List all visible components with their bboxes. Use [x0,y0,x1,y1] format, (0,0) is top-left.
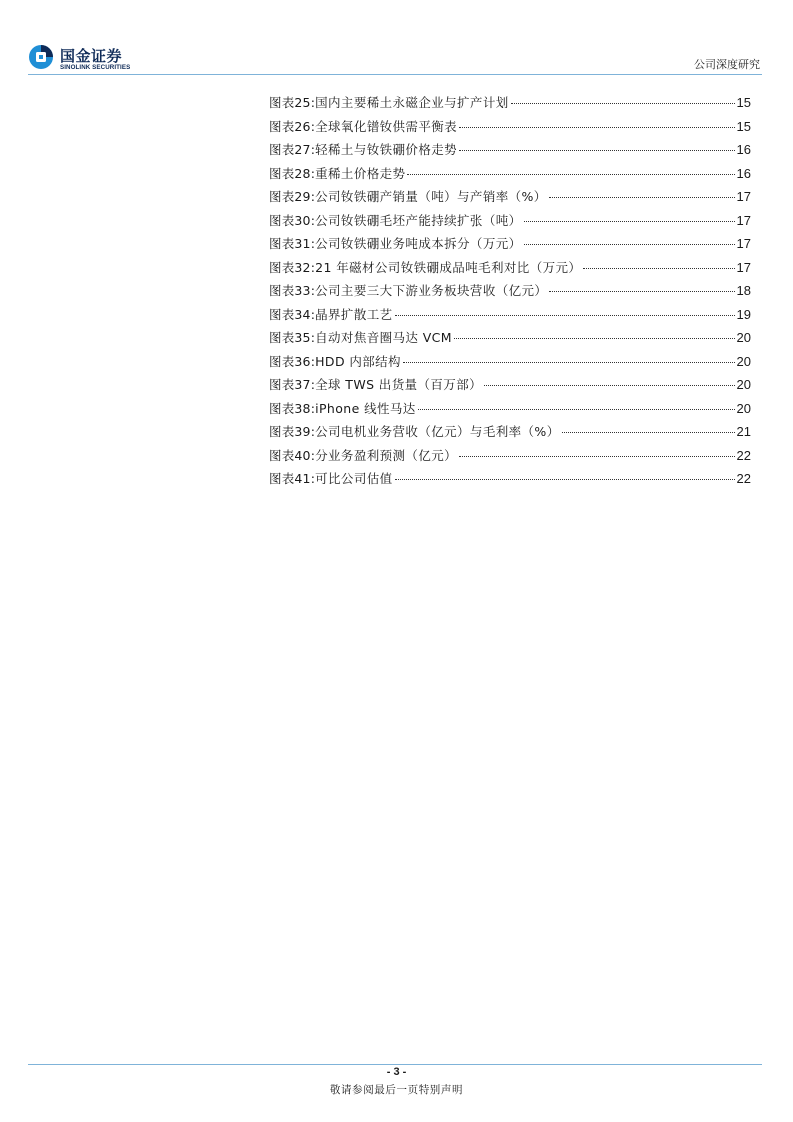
toc-entry[interactable] [269,234,751,258]
toc-entry[interactable] [269,211,751,235]
toc-entry[interactable] [269,117,751,141]
toc-entry-label: 图表32: [269,259,316,275]
toc-entry-title: 晶界扩散工艺 [315,306,393,322]
toc-entry-title: 公司主要三大下游业务板块营收（亿元） [315,283,548,298]
toc-dot-leader [459,456,735,457]
toc-entry-page: 17 [736,236,751,251]
toc-entry-title: 公司钕铁硼产销量（吨）与产销率（%） [315,189,547,204]
toc-dot-leader [459,127,735,128]
logo-english-name: SINOLINK SECURITIES [60,64,131,71]
toc-entry-title: 全球 TWS 出货量（百万部） [315,377,483,392]
toc-dot-leader [454,338,735,339]
toc-entry[interactable] [269,187,751,211]
toc-entry-label: 图表37: [269,377,316,392]
toc-entry-page: 19 [736,306,751,322]
toc-entry-page: 22 [736,447,751,463]
logo-chinese-name: 国金证券 [60,47,123,65]
sinolink-logo-icon [28,44,54,70]
toc-entry-label: 图表41: [269,471,316,486]
toc-entry-page: 16 [736,165,751,181]
toc-entry-page: 22 [736,471,751,486]
toc-entry-title: 自动对焦音圈马达 VCM [315,330,452,345]
toc-entry-page: 20 [736,400,751,416]
toc-dot-leader [549,291,734,292]
page-header [28,38,762,74]
toc-entry-page: 17 [736,212,751,228]
toc-dot-leader [583,268,734,269]
footer-divider [28,1064,762,1065]
toc-dot-leader [524,221,735,222]
toc-entry-title: HDD 内部结构 [315,353,401,369]
toc-entry-title: 重稀土价格走势 [315,165,406,181]
toc-entry[interactable] [269,140,751,164]
toc-entry-label: 图表36: [269,353,316,369]
toc-entry-label: 图表27: [269,142,316,157]
toc-dot-leader [418,409,735,410]
toc-entry-label: 图表39: [269,424,316,439]
toc-entry[interactable] [269,164,751,188]
toc-entry-page: 17 [736,259,751,275]
toc-dot-leader [511,103,735,104]
toc-entry-title: 公司钕铁硼毛坯产能持续扩张（吨） [315,212,522,228]
toc-entry-label: 图表29: [269,189,316,204]
toc-entry-title: 轻稀土与钕铁硼价格走势 [315,142,458,157]
toc-entry-label: 图表34: [269,306,316,322]
toc-entry-title: 全球氧化镨钕供需平衡表 [315,118,458,134]
toc-dot-leader [407,174,734,175]
toc-dot-leader [403,362,735,363]
toc-dot-leader [395,479,735,480]
toc-entry-title: iPhone 线性马达 [315,400,416,416]
toc-entry-title: 公司钕铁硼业务吨成本拆分（万元） [315,236,522,251]
page-number: - 3 - [386,1066,407,1078]
toc-entry-page: 18 [736,283,751,298]
toc-dot-leader [484,385,735,386]
toc-entry[interactable] [269,375,751,399]
sinolink-logo [28,44,168,74]
toc-entry[interactable] [269,469,751,493]
toc-entry[interactable] [269,305,751,329]
toc-entry-title: 可比公司估值 [315,471,393,486]
toc-entry-title: 国内主要稀土永磁企业与扩产计划 [315,95,509,110]
toc-entry-label: 图表30: [269,212,316,228]
toc-dot-leader [562,432,735,433]
toc-entry[interactable] [269,422,751,446]
toc-entry-page: 20 [736,353,751,369]
toc-entry-label: 图表35: [269,330,316,345]
toc-entry-page: 15 [736,118,751,134]
toc-dot-leader [549,197,735,198]
figure-index-list [269,93,751,493]
toc-entry[interactable] [269,352,751,376]
toc-entry-title: 21 年磁材公司钕铁硼成品吨毛利对比（万元） [315,259,582,275]
toc-entry[interactable] [269,446,751,470]
toc-dot-leader [524,244,735,245]
toc-entry[interactable] [269,399,751,423]
toc-entry[interactable] [269,328,751,352]
toc-entry-label: 图表33: [269,283,316,298]
toc-dot-leader [395,315,735,316]
toc-entry-label: 图表28: [269,165,316,181]
toc-entry-page: 17 [736,189,751,204]
toc-entry-title: 分业务盈利预测（亿元） [315,447,458,463]
toc-entry-label: 图表38: [269,400,316,416]
toc-dot-leader [459,150,735,151]
toc-entry-page: 20 [736,330,751,345]
header-divider [28,74,762,75]
toc-entry-label: 图表40: [269,447,316,463]
toc-entry[interactable] [269,281,751,305]
toc-entry-label: 图表26: [269,118,316,134]
toc-entry[interactable] [269,258,751,282]
disclaimer-note: 敬请参阅最后一页特别声明 [329,1084,464,1096]
toc-entry-title: 公司电机业务营收（亿元）与毛利率（%） [315,424,560,439]
report-type-label: 公司深度研究 [694,58,760,71]
toc-entry-page: 21 [736,424,751,439]
toc-entry-page: 20 [736,377,751,392]
toc-entry-page: 15 [736,95,751,110]
toc-entry-label: 图表25: [269,95,316,110]
toc-entry-page: 16 [736,142,751,157]
toc-entry[interactable] [269,93,751,117]
toc-entry-label: 图表31: [269,236,316,251]
